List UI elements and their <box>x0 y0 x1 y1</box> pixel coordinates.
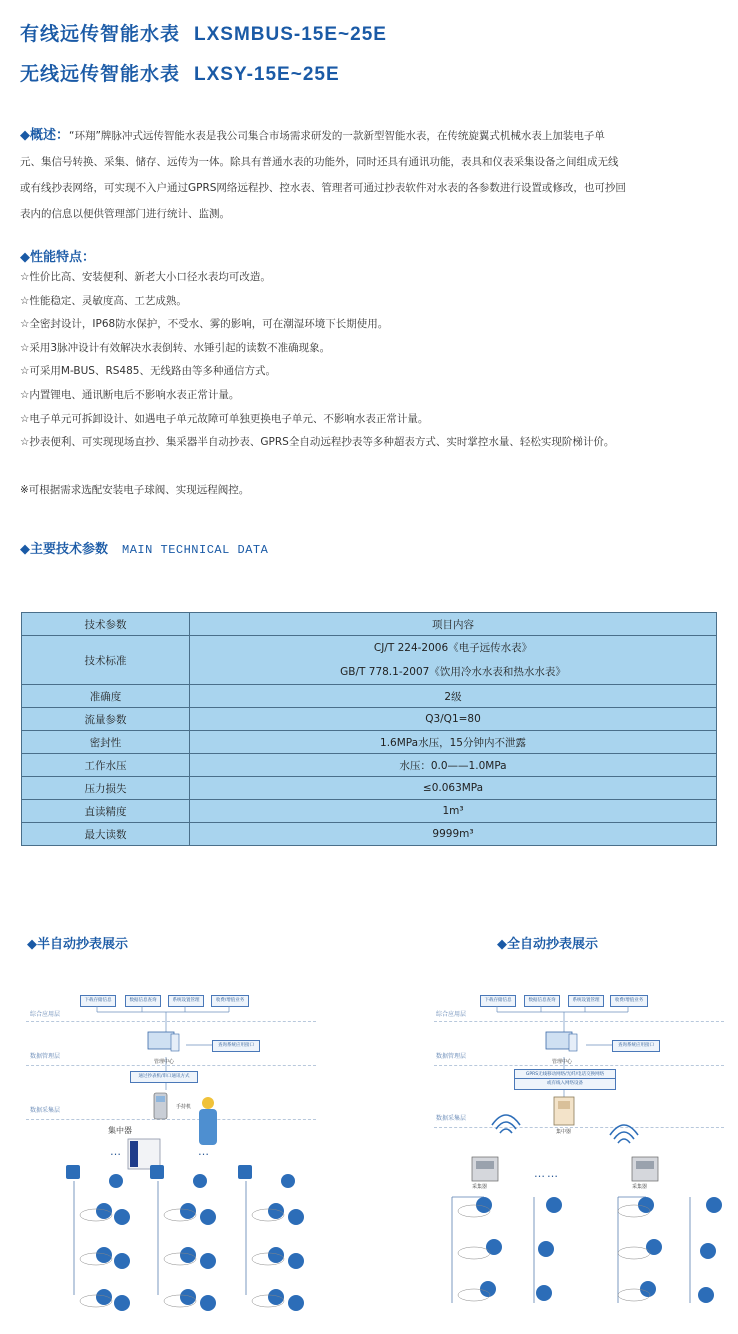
tech-heading <box>20 538 268 557</box>
center-label: 管理中心 <box>154 1059 175 1065</box>
interface-box: 查询系统应用接口 <box>612 1040 660 1052</box>
app-box: 下载存储信息 <box>80 995 116 1007</box>
ellipsis: … <box>198 1145 211 1158</box>
full-auto-title: ◆全自动抄表展示 <box>497 937 598 952</box>
table-cell-key: 技术标准 <box>22 636 190 685</box>
overview-paragraph <box>20 123 722 227</box>
table-row <box>22 754 717 777</box>
feature-item: ☆可采用M-BUS、RS485、无线路由等多种通信方式。 <box>20 365 276 378</box>
handheld-label: 手持机 <box>176 1104 192 1110</box>
app-box: 数据信息查询 <box>524 995 560 1007</box>
table-cell-value: 1m³ <box>190 800 717 823</box>
table-cell-key: 流量参数 <box>22 708 190 731</box>
table-cell-value: 9999m³ <box>190 823 717 846</box>
center-label: 管理中心 <box>552 1059 573 1065</box>
semi-diagram-graphics <box>26 985 326 1325</box>
full-channel-box-2: 或有线入网络设备 <box>514 1078 616 1090</box>
table-header-cell: 项目内容 <box>190 613 717 636</box>
title-cn: 无线远传智能水表 <box>20 63 181 85</box>
feature-item: ☆全密封设计，IP68防水保护，不受水、雾的影响，可在潮湿环境下长期使用。 <box>20 318 389 331</box>
table-cell-key: 压力损失 <box>22 777 190 800</box>
concentrator-label: 集中器 <box>108 1126 132 1135</box>
collector-label: 采集器 <box>632 1184 648 1190</box>
tech-spec-table <box>21 612 717 846</box>
interface-box: 查询系统应用接口 <box>212 1040 260 1052</box>
table-header-row <box>22 613 717 636</box>
layer-label: 数据采集层 <box>436 1115 467 1122</box>
table-row <box>22 685 717 708</box>
tech-heading-cn: ◆主要技术参数 <box>20 542 108 557</box>
table-row <box>22 731 717 754</box>
ellipsis: …… <box>534 1167 560 1180</box>
semi-auto-title: ◆半自动抄表展示 <box>27 937 128 952</box>
table-cell-value: ≤0.063MPa <box>190 777 717 800</box>
monitor-icon <box>546 1032 572 1049</box>
table-cell-key: 准确度 <box>22 685 190 708</box>
feature-item: ☆性价比高、安装便利、新老大小口径水表均可改造。 <box>20 271 271 283</box>
collector-label: 采集器 <box>472 1184 488 1190</box>
title-model: LXSMBUS-15E~25E <box>194 24 387 45</box>
ellipsis: … <box>110 1145 123 1158</box>
table-row <box>22 708 717 731</box>
table-cell-key: 工作水压 <box>22 754 190 777</box>
app-box: 收费/增值业务 <box>211 995 249 1007</box>
semi-auto-diagram <box>26 985 326 1325</box>
overview-heading: ◆概述： <box>20 128 69 143</box>
table-cell-value: 2级 <box>190 685 717 708</box>
standard-line: CJ/T 224-2006《电子远传水表》 <box>373 642 533 654</box>
monitor-icon <box>148 1032 174 1049</box>
feature-item: ☆性能稳定、灵敏度高、工艺成熟。 <box>20 294 187 307</box>
table-cell-key: 直读精度 <box>22 800 190 823</box>
feature-item: ☆抄表便利、可实现现场直抄、集采器半自动抄表、GPRS全自动远程抄表等多种超表方式、实时掌控水量、轻松实现阶梯计价。 <box>20 436 615 449</box>
table-header-cell: 技术参数 <box>22 613 190 636</box>
layer-label: 综合应用层 <box>436 1011 467 1018</box>
product-title-wireless <box>20 59 340 86</box>
table-cell-key: 密封性 <box>22 731 190 754</box>
valve-note: ※可根据需求选配安装电子球阀、实现远程阀控。 <box>20 484 250 496</box>
table-cell-value: 1.6MPa水压，15分钟内不泄露 <box>190 731 717 754</box>
overview-line: “环翔”牌脉冲式远传智能水表是我公司集合市场需求研发的一款新型智能水表，在传统旋翼式机械水表上加装电子单 <box>69 130 605 142</box>
table-cell-value <box>190 636 717 685</box>
full-channel-box: GPRS无线移动网络/光纤/电话交换网络 <box>514 1069 616 1081</box>
overview-line: 或有线抄表网络，可实现不入户通过GPRS网络远程抄、控水表、管理者可通过抄表软件对水表的各参数进行设置或修改，也可抄回 <box>20 182 626 194</box>
feature-item: ☆采用3脉冲设计有效解决水表倒转、水锤引起的读数不准确现象。 <box>20 341 331 354</box>
table-cell-value: 水压：0.0——1.0MPa <box>190 754 717 777</box>
table-row <box>22 636 717 685</box>
layer-label: 数据采集层 <box>30 1107 61 1114</box>
app-box: 下载存储信息 <box>480 995 516 1007</box>
overview-line: 表内的信息以便供管理部门进行统计、监测。 <box>20 208 230 220</box>
overview-line: 元、集信号转换、采集、储存、远传为一体。除具有普通水表的功能外，同时还具有通讯功能，表具和仪表采集设备之间组成无线 <box>20 156 619 168</box>
table-cell-key: 最大读数 <box>22 823 190 846</box>
feature-item: ☆电子单元可拆卸设计、如遇电子单元故障可单独更换电子单元、不影响水表正常计量。 <box>20 412 429 425</box>
table-row <box>22 823 717 846</box>
standard-line: GB/T 778.1-2007《饮用冷水水表和热水水表》 <box>340 666 566 678</box>
full-diagram-graphics <box>434 985 734 1325</box>
app-box: 数据信息查询 <box>125 995 161 1007</box>
table-row <box>22 777 717 800</box>
table-cell-value: Q3/Q1=80 <box>190 708 717 731</box>
title-cn: 有线远传智能水表 <box>20 23 181 45</box>
app-box: 收费/增值业务 <box>610 995 648 1007</box>
full-auto-diagram <box>434 985 734 1325</box>
title-model: LXSY-15E~25E <box>194 64 340 85</box>
worker-icon <box>202 1097 214 1109</box>
app-box: 系统设置管理 <box>168 995 204 1007</box>
concentrator-label: 集中器 <box>556 1129 572 1135</box>
app-box: 系统设置管理 <box>568 995 604 1007</box>
layer-label: 数据管理层 <box>436 1053 467 1060</box>
product-title-wired <box>20 19 387 46</box>
tech-heading-en: MAIN TECHNICAL DATA <box>122 543 269 557</box>
feature-item: ☆内置锂电、通讯断电后不影响水表正常计量。 <box>20 388 240 401</box>
table-row <box>22 800 717 823</box>
semi-channel-box: 通过抄表机/串口通讯方式 <box>130 1071 198 1083</box>
meter-group <box>74 1181 246 1295</box>
layer-label: 综合应用层 <box>30 1011 61 1018</box>
features-list <box>20 266 730 455</box>
features-heading: ◆性能特点： <box>20 250 95 265</box>
layer-label: 数据管理层 <box>30 1053 61 1060</box>
